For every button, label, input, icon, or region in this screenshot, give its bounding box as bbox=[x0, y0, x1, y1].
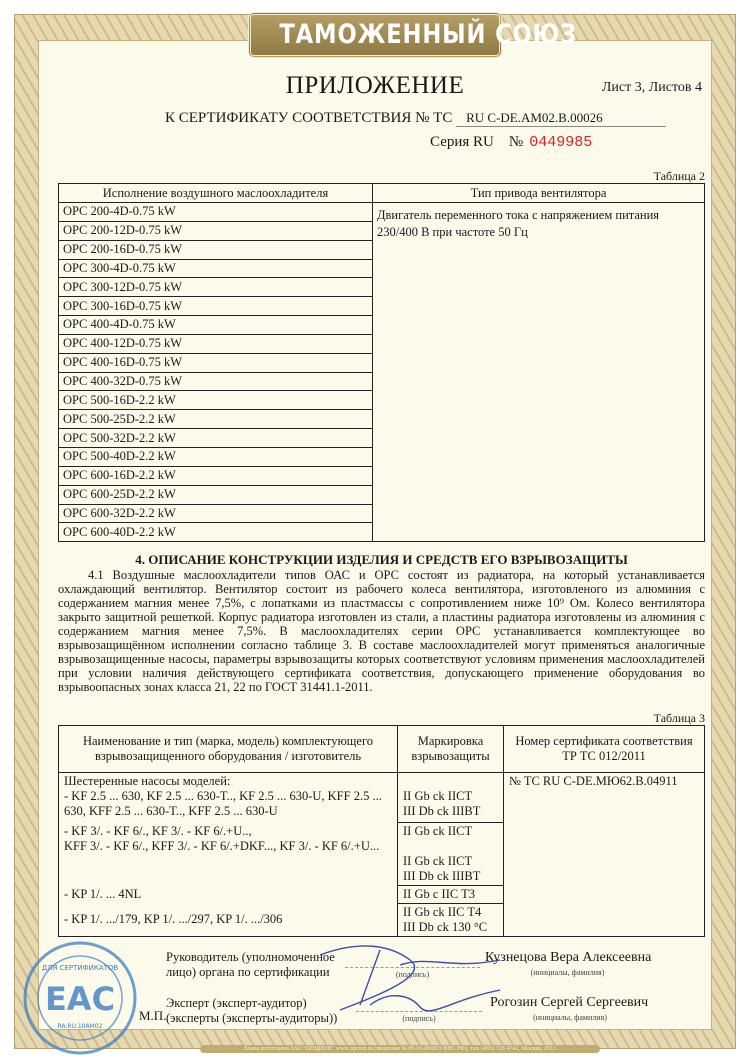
sign-hint: (подпись) bbox=[395, 970, 430, 979]
marking-line: III Db ck IIIBT bbox=[403, 804, 481, 818]
marking-line: II Gb ck IIC T4 bbox=[403, 905, 482, 919]
seal-place: М.П. bbox=[139, 1008, 167, 1023]
model-cell: OPC 400-32D-0.75 kW bbox=[59, 372, 373, 391]
model-cell: OPC 500-40D-2.2 kW bbox=[59, 447, 373, 466]
sheet-number: Лист 3, Листов 4 bbox=[601, 80, 702, 95]
series-label: Серия RU bbox=[430, 134, 494, 150]
model-cell: OPC 300-12D-0.75 kW bbox=[59, 278, 373, 297]
series-line bbox=[430, 134, 592, 151]
head-role: Руководитель (уполномоченное лицо) органа по сертификации bbox=[166, 950, 335, 979]
equipment-line: KFF 3/. - KF 6/., KFF 3/. - KF 6/.+DKF..., KF 3/. - KF 6/.+U... bbox=[64, 838, 380, 853]
marking-line: II Gb ck IICT bbox=[403, 854, 473, 868]
head-name: Кузнецова Вера Алексеевна bbox=[485, 950, 652, 965]
marking-line bbox=[403, 774, 498, 789]
expert-name: Рогозин Сергей Сергеевич bbox=[490, 995, 649, 1010]
form-footer: Бланк изготовлен ЗАО "ОПЦИОН" www.opcion.ru (лицензия № 05-05-09/003 ФНС РФ), тел. (495) 726 4742, Москва, 2013 bbox=[200, 1045, 600, 1053]
table3 bbox=[58, 725, 705, 937]
model-cell: OPC 600-32D-2.2 kW bbox=[59, 504, 373, 523]
model-cell: OPC 200-4D-0.75 kW bbox=[59, 203, 373, 222]
marking-line bbox=[403, 839, 498, 854]
table2-header: Исполнение воздушного маслоохладителя bbox=[59, 184, 373, 203]
banner-text: ТАМОЖЕННЫЙ СОЮЗ bbox=[279, 19, 578, 50]
marking-cell bbox=[398, 823, 504, 886]
model-cell: OPC 500-16D-2.2 kW bbox=[59, 391, 373, 410]
eac-logo: ЕАС bbox=[44, 980, 116, 1018]
model-cell: OPC 200-16D-0.75 kW bbox=[59, 240, 373, 259]
marking-line: II Gb c IIC T3 bbox=[403, 887, 475, 901]
stamp-center-text: ДЛЯ СЕРТИФИКАТОВ bbox=[41, 964, 119, 972]
model-cell: OPC 500-32D-2.2 kW bbox=[59, 429, 373, 448]
table2-header: Тип привода вентилятора bbox=[373, 184, 705, 203]
model-cell: OPC 500-25D-2.2 kW bbox=[59, 410, 373, 429]
table3-header: Маркировка взрывозащиты bbox=[398, 726, 504, 773]
drive-type-cell: Двигатель переменного тока с напряжением питания 230/400 В при частоте 50 Гц bbox=[373, 203, 705, 542]
section-text: 4.1 Воздушные маслоохладители типов ОАС и ОРС состоят из радиатора, на который устанавливается охлаждающий вентилятор. Вентилятор состоит из рабочего колеса вентилятора, изготовленого из алюминия с содержанием магния менее 7,5%, с лопатками из пластмассы с сопротивлением ниже 10⁹ Ом. Колесо вентилятора закрыто защитной решеткой. Корпус радиатора изготовлен из стали, а пластины радиатора изготовлены из алюминия с содержанием магния менее 7,5%. В маслоохладителях серии ОРС устанавливается комплектующее во взрывозащищённом исполнении согласно таблице 3. В составе маслоохладителей могут применяться аналогичные взрывозащищенные насосы, параметры взрывозащиты которых соответствуют условиям применения маслоохладителей при условии наличия действующего сертификата соответствия, допускающего применение оборудования во взрывоопасных зонах класса 21, 22 по ГОСТ 31441.1-2011. bbox=[58, 568, 705, 694]
customs-union-banner bbox=[248, 12, 578, 58]
table3-caption: Таблица 3 bbox=[653, 711, 705, 725]
cert-label: К СЕРТИФИКАТУ СООТВЕТСТВИЯ № ТС bbox=[165, 110, 453, 126]
series-number: 0449985 bbox=[529, 134, 593, 151]
table2-caption: Таблица 2 bbox=[653, 169, 705, 183]
cert-number: RU C-DE.AM02.B.00026 bbox=[456, 110, 666, 127]
name-hint: (инициалы, фамилия) bbox=[533, 1013, 607, 1022]
sign-hint: (подпись) bbox=[402, 1014, 436, 1023]
number-label: № bbox=[508, 134, 524, 150]
table2 bbox=[58, 183, 705, 542]
equipment-cell bbox=[59, 823, 398, 886]
section-4 bbox=[58, 552, 705, 694]
signature-scribbles bbox=[300, 935, 560, 1020]
model-cell: OPC 400-4D-0.75 kW bbox=[59, 316, 373, 335]
certificate-line bbox=[165, 110, 666, 127]
section-heading: 4. ОПИСАНИЕ КОНСТРУКЦИИ ИЗДЕЛИЯ И СРЕДСТВ ЕГО ВЗРЫВОЗАЩИТЫ bbox=[135, 552, 628, 567]
marking-cell bbox=[398, 886, 504, 904]
equipment-cell bbox=[59, 886, 398, 904]
equipment-cell bbox=[59, 773, 398, 823]
equipment-line: Шестеренные насосы моделей: bbox=[64, 774, 231, 788]
marking-cell bbox=[398, 904, 504, 937]
page-title: ПРИЛОЖЕНИЕ bbox=[285, 72, 465, 99]
equipment-cell bbox=[59, 904, 398, 937]
equipment-line: - KF 3/. - KF 6/., KF 3/. - KF 6/.+U.., bbox=[64, 823, 252, 838]
model-cell: OPC 200-12D-0.75 kW bbox=[59, 221, 373, 240]
model-cell: OPC 600-16D-2.2 kW bbox=[59, 466, 373, 485]
certification-stamp bbox=[18, 940, 142, 1058]
model-cell: OPC 400-12D-0.75 kW bbox=[59, 334, 373, 353]
model-cell: OPC 600-40D-2.2 kW bbox=[59, 523, 373, 542]
name-hint: (инициалы, фамилия) bbox=[530, 968, 605, 977]
marking-cell bbox=[398, 773, 504, 823]
equipment-line: - KP 1/. .../179, KP 1/. .../297, KP 1/. .../306 bbox=[64, 912, 283, 927]
marking-line: II Gb ck IICT bbox=[403, 824, 473, 838]
marking-line: III Db ck IIIBT bbox=[403, 869, 481, 883]
table3-header: Номер сертификата соответствия ТР ТС 012/2011 bbox=[504, 726, 705, 773]
model-cell: OPC 300-16D-0.75 kW bbox=[59, 297, 373, 316]
model-cell: OPC 400-16D-0.75 kW bbox=[59, 353, 373, 372]
cert-cell: № TC RU C-DE.МЮ62.B.04911 bbox=[504, 773, 705, 937]
marking-line: III Db ck 130 °C bbox=[403, 920, 488, 934]
marking-line: II Gb ck IICT bbox=[403, 789, 473, 803]
equipment-line: - KP 1/. ... 4NL bbox=[64, 887, 142, 901]
table2-row bbox=[59, 203, 705, 222]
equipment-line: - KF 2.5 ... 630, KF 2.5 ... 630-T.., KF 2.5 ... 630-U, KFF 2.5 ... 630, KFF 2.5 ... 630-T.., KFF 2.5 ... 630-U bbox=[64, 789, 382, 818]
model-cell: OPC 600-25D-2.2 kW bbox=[59, 485, 373, 504]
expert-role: Эксперт (эксперт-аудитор) (эксперты (эксперты-аудиторы)) bbox=[166, 996, 338, 1025]
table3-header: Наименование и тип (марка, модель) комплектующего взрывозащищенного оборудования / изготовитель bbox=[59, 726, 398, 773]
model-cell: OPC 300-4D-0.75 kW bbox=[59, 259, 373, 278]
stamp-code: RA.RU.10AM02 bbox=[57, 1023, 103, 1030]
table3-row bbox=[59, 773, 705, 823]
